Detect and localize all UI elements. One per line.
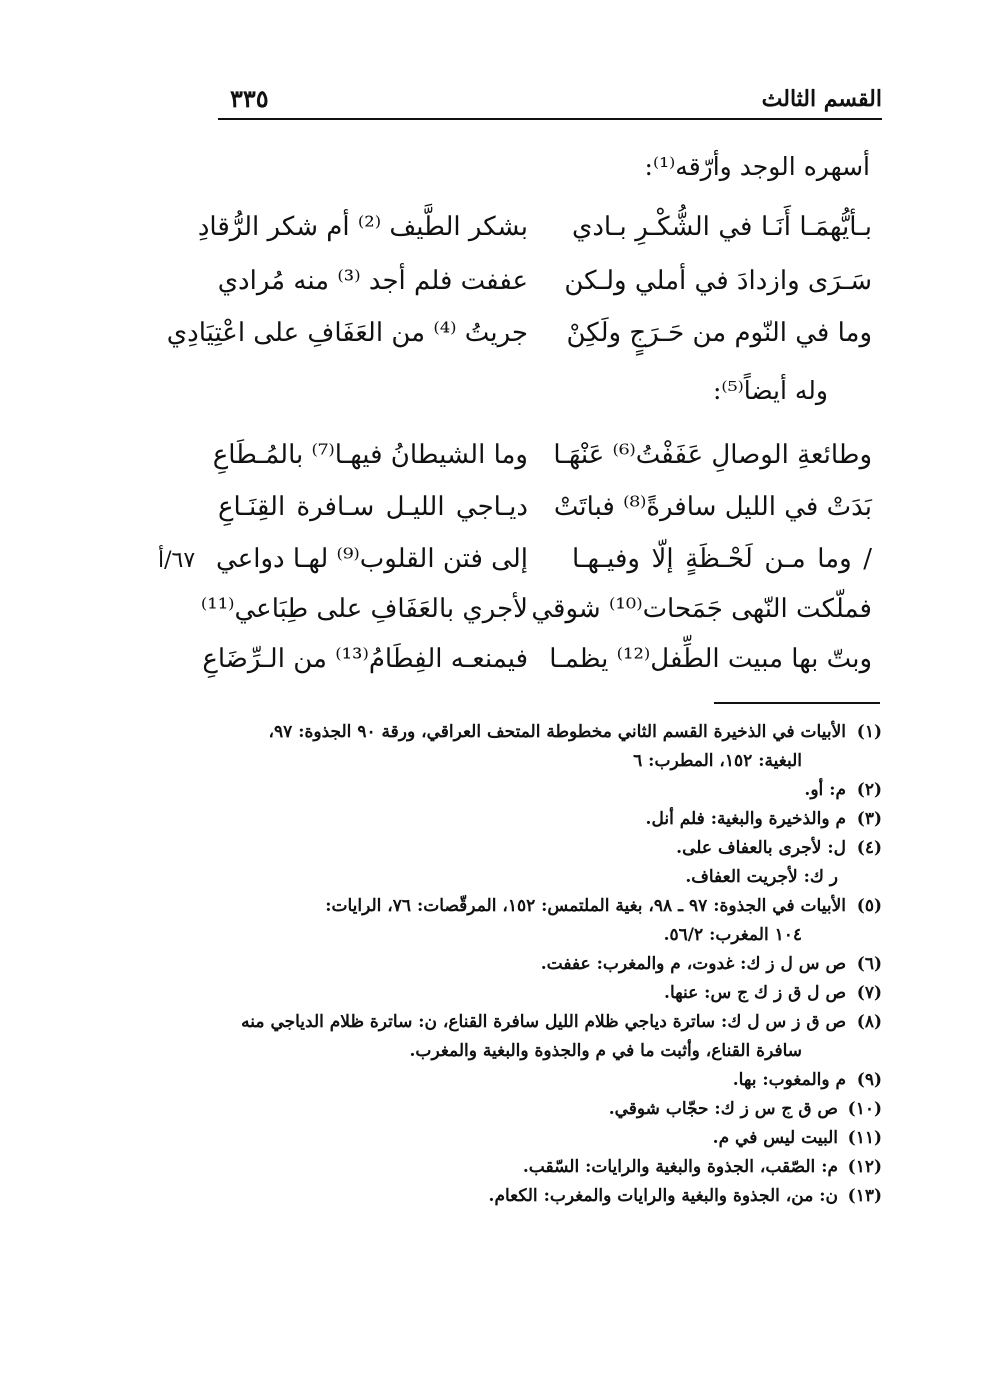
footnote-text: ص س ل ز ك: غدوت، م والمغرب: عففت.: [540, 954, 846, 974]
footnote-text: م: أو.: [804, 780, 846, 800]
footnote-number: (١٣): [847, 1186, 882, 1206]
footnote: [218, 1095, 882, 1124]
poem2-verse: [218, 544, 882, 588]
verse-first-hemistich: بَدَتْ في الليل سافرةً⁽⁸⁾ فباتَتْ: [553, 492, 872, 522]
footnote-text: ن: من، الجذوة والبغية والرايات والمغرب: الكعام.: [488, 1186, 838, 1206]
footnote-continuation: البغية: ١٥٢، المطرب: ٦: [633, 751, 802, 771]
verse-first-hemistich: / وما مـن لَحْـظَةٍ إلّا وفيـهـا: [572, 544, 872, 574]
footnote-text: الأبيات في الجذوة: ٩٧ ـ ٩٨، بغية الملتمس: ١٥٢، المرقّصات: ٧٦، الرايات:: [325, 896, 846, 916]
footnote-number: (٣): [856, 809, 882, 829]
footnote: [218, 805, 882, 834]
footnote: [218, 979, 882, 1008]
footnote: [218, 892, 882, 950]
footnote: [218, 1066, 882, 1095]
footnote: [218, 834, 882, 892]
footnote-number: (٧): [856, 983, 882, 1003]
intro-line: أسهره الوجد وأرّقه⁽¹⁾:: [644, 152, 870, 181]
footnote-number: (٥): [856, 896, 882, 916]
poem1-verse: [166, 318, 882, 362]
poem2-verse: [202, 644, 882, 688]
verse-second-hemistich: عففت فلم أجد ⁽³⁾ منه مُرادي: [217, 266, 528, 296]
page-header: [218, 82, 882, 120]
also-line: وله أيضاً⁽⁵⁾:: [713, 376, 828, 405]
footnote: [218, 1008, 882, 1066]
footnote-number: (١١): [847, 1128, 882, 1148]
poem2-verse: [218, 492, 882, 536]
verse-second-hemistich: بشكر الطَّيف ⁽²⁾ أم شكر الرُّقادِ: [197, 212, 528, 242]
page-number: ٣٣٥: [230, 84, 269, 113]
footnote: [218, 718, 882, 776]
footnote-text: ل: لأجرى بالعفاف على.: [676, 838, 846, 858]
running-title: القسم الثالث: [761, 86, 882, 112]
poem2-verse: [200, 594, 882, 638]
footnote-continuation: سافرة القناع، وأثبت ما في م والجذوة والبغية والمغرب.: [409, 1041, 802, 1061]
footnote-number: (٩): [856, 1070, 882, 1090]
verse-first-hemistich: فملّكت النّهى جَمَحات⁽¹⁰⁾ شوقي: [531, 594, 872, 624]
verse-first-hemistich: سَـرَى وازدادَ في أملي ولـكن: [564, 266, 872, 296]
verse-second-hemistich: وما الشيطانُ فيهـا⁽⁷⁾ بالمُـطَاعِ: [212, 440, 528, 470]
footnote-text: ص ق ج س ز ك: حجّاب شوقي.: [608, 1099, 838, 1119]
footnote-continuation: ١٠٤ المغرب: ٥٦/٢.: [663, 925, 802, 945]
footnotes: [218, 718, 882, 1211]
footnote-number: (٤): [856, 838, 882, 858]
verse-second-hemistich: لأجري بالعَفَافِ على طِبَاعي⁽¹¹⁾: [200, 594, 528, 624]
poem1-verse: [218, 266, 882, 310]
verse-first-hemistich: بـأيُّهمَـا أَنَـا في الشُّكْـرِ بـادي: [572, 212, 872, 242]
footnote-number: (٨): [856, 1012, 882, 1032]
verse-second-hemistich: ديـاجي الليـل سـافرة القِنَـاعِ: [218, 492, 528, 522]
verse-first-hemistich: وطائعةِ الوصالِ عَفَفْتُ⁽⁶⁾ عَنْهَـا: [553, 440, 872, 470]
poem1-verse: [197, 212, 882, 256]
footnote-continuation: ر ك: لأجريت العفاف.: [685, 867, 838, 887]
footnote: [218, 776, 882, 805]
footnote: [218, 1124, 882, 1153]
footnote-text: الأبيات في الذخيرة القسم الثاني مخطوطة المتحف العراقي، ورقة ٩٠ الجذوة: ٩٧،: [268, 722, 846, 742]
footnote-text: ص ق ز س ل ك: ساترة دياجي ظلام الليل سافرة القناع، ن: ساترة ظلام الدياجي منه: [241, 1012, 846, 1032]
footnote-text: ص ل ق ز ك ج س: عنها.: [664, 983, 846, 1003]
verse-second-hemistich: إلى فتن القلوب⁽⁹⁾ لهـا دواعي: [216, 544, 528, 574]
footnote-number: (٦): [856, 954, 882, 974]
footnote: [218, 1153, 882, 1182]
footnote-number: (١٢): [847, 1157, 882, 1177]
footnote-text: م: الصّقب، الجذوة والبغية والرايات: السّقب.: [522, 1157, 838, 1177]
footnote-text: م والذخيرة والبغية: فلم أنل.: [645, 809, 846, 829]
footnote-number: (١): [856, 722, 882, 742]
footnote: [218, 950, 882, 979]
poem2-verse: [212, 440, 882, 484]
verse-second-hemistich: جريتُ ⁽⁴⁾ من العَفَافِ على اعْتِيَادِي: [166, 318, 528, 348]
footnote-text: م والمغوب: بها.: [732, 1070, 846, 1090]
footnote-number: (١٠): [847, 1099, 882, 1119]
footnote-text: البيت ليس في م.: [712, 1128, 838, 1148]
footnote-number: (٢): [856, 780, 882, 800]
verse-second-hemistich: فيمنعـه الفِطَامُ⁽¹³⁾ من الـرِّضَاعِ: [202, 644, 528, 674]
footnote: [218, 1182, 882, 1211]
manuscript-folio-marker: ٦٧/أ: [158, 548, 196, 573]
footnote-divider: [714, 702, 880, 704]
verse-first-hemistich: وبتّ بها مبيت الطِّفل⁽¹²⁾ يظمـا: [549, 644, 872, 674]
verse-first-hemistich: وما في النّوم من حَـرَجٍ ولَكِنْ: [566, 318, 872, 348]
